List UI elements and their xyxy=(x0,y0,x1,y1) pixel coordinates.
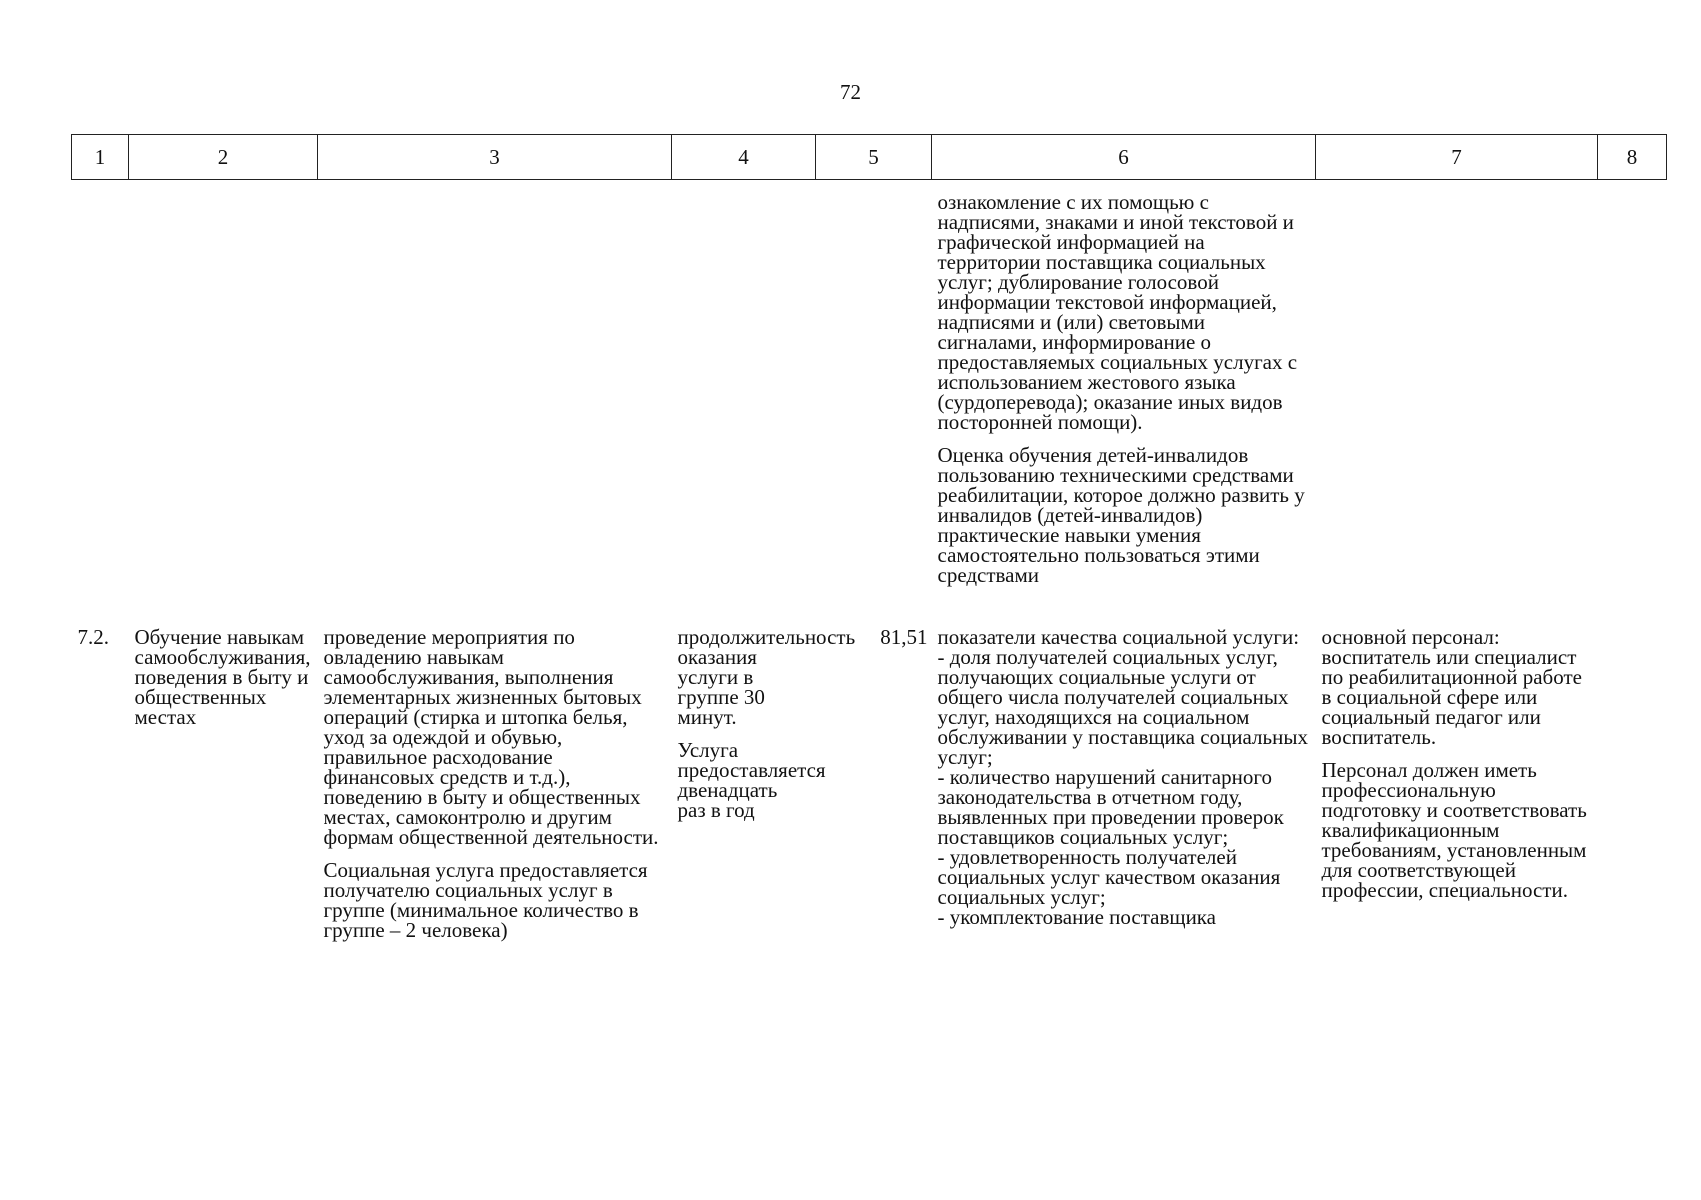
page-number: 72 xyxy=(840,80,861,104)
continuation-quality-cell xyxy=(932,180,1316,628)
continuation-assessment-text: Оценка обучения детей-инвалидов пользованию техническими средствами реабилитации, которое должно развить у инвалидов (детей-инвалидов) практические навыки умения самостоятельно пользоваться этими средствами xyxy=(937,443,1305,587)
service-price: 81,51 xyxy=(880,625,928,649)
header-col-7: 7 xyxy=(1316,135,1598,180)
staff-main: основной персонал: воспитатель или специалист по реабилитационной работе в социальной сфере или социальный педагог или воспитатель. xyxy=(1321,625,1582,749)
description-text: проведение мероприятия по овладению навыкам самообслуживания, выполнения элементарных жизненных бытовых операций (стирка и штопка белья, уход за одеждой и обувью, правильное расходование финансовых средств и т.д.), поведению в быту и общественных местах, самоконтролю и другим формам общественной деятельности. xyxy=(323,625,659,849)
header-col-4: 4 xyxy=(672,135,816,180)
header-col-2: 2 xyxy=(129,135,318,180)
description-group-note: Социальная услуга предоставляется получателю социальных услуг в группе (минимальное количество в группе – 2 человека) xyxy=(323,858,648,942)
service-name: Обучение навыкам самообслуживания, поведения в быту и общественных местах xyxy=(134,625,311,729)
header-col-8: 8 xyxy=(1598,135,1667,180)
header-row xyxy=(72,135,1667,180)
table-row-7-2 xyxy=(72,627,1667,940)
continuation-text: ознакомление с их помощью с надписями, знаками и иной текстовой и графической информацией на территории поставщика социальных услуг; дублирование голосовой информации текстовой информацией, надписями и (или) световыми сигналами, информирование о предоставляемых социальных услугах с использованием жестового языка (сурдоперевода); оказание иных видов посторонней помощи). xyxy=(937,190,1298,434)
header-col-1: 1 xyxy=(72,135,129,180)
header-col-5: 5 xyxy=(816,135,932,180)
staff-requirements: Персонал должен иметь профессиональную подготовку и соответствовать квалификационным требованиям, установленным для соответствующей профессии, специальности. xyxy=(1321,758,1587,902)
service-number: 7.2. xyxy=(77,625,109,649)
table-row-continuation xyxy=(72,180,1667,628)
header-col-3: 3 xyxy=(318,135,672,180)
frequency-text: Услуга предоставляется двенадцать раз в год xyxy=(677,738,826,822)
service-quality: показатели качества социальной услуги: - доля получателей социальных услуг, получающих социальные услуги от общего числа получателей социальных услуг, находящихся на социальном обслуживании у поставщика социальных услуг; - количество нарушений санитарного законодательства в отчетном году, выявленных при проведении проверок поставщиков социальных услуг; - удовлетворенность получателей социальных услуг качеством оказания социальных услуг; - укомплектование поставщика xyxy=(937,625,1308,929)
service-staff xyxy=(1316,627,1598,940)
service-duration xyxy=(672,625,856,940)
services-table xyxy=(71,134,1667,940)
duration-text: продолжительность оказания услуги в группе 30 минут. xyxy=(677,625,856,729)
service-description xyxy=(318,627,672,940)
header-col-6: 6 xyxy=(932,135,1316,180)
